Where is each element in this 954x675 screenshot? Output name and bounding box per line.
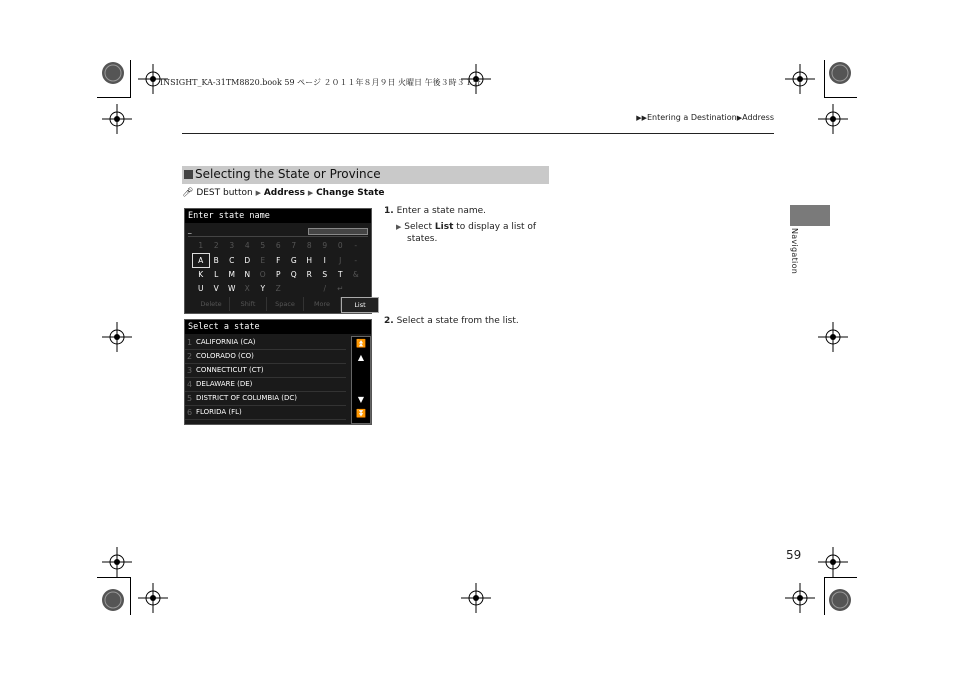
triangle-right-icon: ▶▶ bbox=[636, 114, 647, 122]
key-button[interactable]: C bbox=[229, 256, 235, 265]
key-button[interactable]: Q bbox=[290, 270, 297, 279]
list-item[interactable] bbox=[185, 406, 346, 420]
voice-icon: 🎤︎ bbox=[182, 188, 194, 198]
chapter-tab bbox=[790, 205, 830, 226]
key-button[interactable]: & bbox=[352, 270, 359, 279]
crosshair-icon bbox=[785, 583, 815, 613]
key-button[interactable] bbox=[302, 282, 318, 295]
page-up-icon[interactable]: ⏫ bbox=[356, 339, 366, 348]
step-1-sub bbox=[396, 222, 536, 232]
key-button[interactable]: K bbox=[198, 270, 204, 279]
list-item-number: 2 bbox=[187, 352, 193, 361]
square-bullet-icon bbox=[184, 170, 193, 179]
list-item-number: 5 bbox=[187, 394, 193, 403]
triangle-right-icon: ▶ bbox=[736, 114, 743, 122]
triangle-right-icon: ▶ bbox=[307, 189, 314, 197]
nav-step1: Address bbox=[263, 188, 305, 198]
crosshair-icon bbox=[818, 547, 848, 577]
list-item[interactable] bbox=[185, 336, 346, 350]
list-item-label: DISTRICT OF COLUMBIA (DC) bbox=[196, 394, 297, 402]
crosshair-icon bbox=[818, 322, 848, 352]
key-button[interactable]: S bbox=[322, 270, 328, 279]
screen-title: Enter state name bbox=[188, 211, 270, 221]
key-button[interactable]: G bbox=[290, 256, 297, 265]
step-sub-bold: List bbox=[434, 222, 454, 232]
nav-start: DEST button bbox=[196, 188, 253, 198]
key-button[interactable]: N bbox=[244, 270, 251, 279]
scroll-down-icon[interactable]: ▼ bbox=[357, 395, 365, 404]
screen-title: Select a state bbox=[188, 322, 260, 332]
key-button[interactable]: 9 bbox=[322, 241, 328, 250]
key-button[interactable]: 2 bbox=[213, 241, 219, 250]
key-button[interactable]: 7 bbox=[291, 241, 297, 250]
crosshair-icon bbox=[102, 104, 132, 134]
function-button-more[interactable]: More bbox=[304, 297, 341, 311]
step-1-sub-line2: states. bbox=[407, 234, 438, 244]
function-button-space[interactable]: Space bbox=[267, 297, 304, 311]
breadcrumb-part2: Address bbox=[742, 113, 774, 122]
registration-mark-icon bbox=[98, 58, 128, 88]
list-item-number: 1 bbox=[187, 338, 193, 347]
key-button[interactable]: 5 bbox=[260, 241, 266, 250]
step-text: Select a state from the list. bbox=[396, 316, 519, 326]
key-button[interactable]: P bbox=[275, 270, 281, 279]
nav-step2: Change State bbox=[316, 188, 385, 198]
step-number: 1. bbox=[384, 206, 394, 216]
key-button[interactable]: D bbox=[244, 256, 251, 265]
crosshair-icon bbox=[785, 64, 815, 94]
key-button[interactable]: Y bbox=[260, 284, 266, 293]
key-button[interactable]: H bbox=[306, 256, 313, 265]
section-heading bbox=[182, 166, 549, 184]
key-button[interactable]: 4 bbox=[244, 241, 250, 250]
nav-path bbox=[182, 188, 385, 198]
key-button[interactable] bbox=[286, 282, 302, 295]
registration-mark-icon bbox=[825, 585, 855, 615]
keyboard-row-1 bbox=[193, 254, 364, 267]
key-button[interactable]: U bbox=[198, 284, 204, 293]
registration-mark-icon bbox=[825, 58, 855, 88]
key-button[interactable]: / bbox=[323, 284, 327, 293]
crosshair-icon bbox=[102, 547, 132, 577]
key-button[interactable]: I bbox=[323, 256, 326, 265]
key-button[interactable]: 3 bbox=[229, 241, 235, 250]
scroll-up-icon[interactable]: ▲ bbox=[357, 353, 365, 362]
function-button-delete[interactable]: Delete bbox=[193, 297, 230, 311]
list-item-number: 6 bbox=[187, 408, 193, 417]
crosshair-icon bbox=[818, 104, 848, 134]
step-text: Enter a state name. bbox=[396, 206, 486, 216]
list-item[interactable] bbox=[185, 350, 346, 364]
key-button[interactable]: 0 bbox=[337, 241, 343, 250]
key-button[interactable]: B bbox=[213, 256, 219, 265]
breadcrumb bbox=[636, 113, 774, 122]
page-number: 59 bbox=[786, 548, 802, 562]
list-item-label: COLORADO (CO) bbox=[196, 352, 254, 360]
breadcrumb-part1: Entering a Destination bbox=[647, 113, 737, 122]
function-button-shift[interactable]: Shift bbox=[230, 297, 267, 311]
input-field[interactable] bbox=[188, 226, 368, 237]
list-item-label: DELAWARE (DE) bbox=[196, 380, 253, 388]
key-button[interactable]: T bbox=[337, 270, 343, 279]
key-button[interactable]: V bbox=[213, 284, 219, 293]
key-button[interactable]: ↵ bbox=[337, 284, 344, 293]
step-2 bbox=[384, 316, 519, 326]
crosshair-icon bbox=[138, 583, 168, 613]
key-button[interactable]: X bbox=[244, 284, 250, 293]
key-button[interactable]: F bbox=[276, 256, 281, 265]
scrollbar[interactable] bbox=[351, 336, 371, 424]
registration-mark-icon bbox=[98, 585, 128, 615]
triangle-right-icon: ▶ bbox=[396, 223, 402, 231]
header-rule bbox=[182, 133, 774, 134]
list-item-label: CALIFORNIA (CA) bbox=[196, 338, 256, 346]
step-number: 2. bbox=[384, 316, 394, 326]
function-button-list[interactable]: List bbox=[341, 297, 379, 313]
key-button[interactable]: J bbox=[339, 256, 342, 265]
list-item-number: 3 bbox=[187, 366, 193, 375]
list-item-label: FLORIDA (FL) bbox=[196, 408, 242, 416]
keyboard-row-3 bbox=[193, 282, 348, 295]
side-label: Navigation bbox=[790, 228, 799, 275]
file-info: INSIGHT_KA-31TM8820.book 59 ページ ２０１１年８月９日 火曜日 午後３時３１分 bbox=[160, 78, 481, 87]
key-button[interactable]: 1 bbox=[198, 241, 204, 250]
page-down-icon[interactable]: ⏬ bbox=[356, 409, 366, 418]
key-button[interactable]: - bbox=[354, 256, 358, 265]
list-item-label: CONNECTICUT (CT) bbox=[196, 366, 264, 374]
list-item-number: 4 bbox=[187, 380, 193, 389]
triangle-right-icon: ▶ bbox=[255, 189, 261, 197]
crosshair-icon bbox=[461, 583, 491, 613]
keyboard-row-numbers bbox=[193, 239, 364, 252]
key-button[interactable]: W bbox=[228, 284, 236, 293]
step-1 bbox=[384, 206, 486, 216]
section-title: Selecting the State or Province bbox=[195, 167, 381, 181]
key-button[interactable]: L bbox=[214, 270, 219, 279]
key-button[interactable]: E bbox=[260, 256, 266, 265]
keyboard-screen bbox=[184, 208, 372, 314]
key-button[interactable]: Z bbox=[275, 284, 281, 293]
step-sub-text: to display a list of bbox=[453, 222, 537, 232]
key-button[interactable]: O bbox=[259, 270, 266, 279]
key-button[interactable]: R bbox=[306, 270, 312, 279]
list-item[interactable] bbox=[185, 364, 346, 378]
key-button[interactable]: - bbox=[354, 241, 358, 250]
key-button[interactable]: M bbox=[228, 270, 235, 279]
key-button[interactable]: 8 bbox=[306, 241, 312, 250]
key-button[interactable]: A bbox=[193, 254, 209, 267]
keyboard-row-2 bbox=[193, 268, 364, 281]
crosshair-icon bbox=[102, 322, 132, 352]
function-row bbox=[193, 297, 379, 313]
cursor-icon: _ bbox=[188, 226, 192, 234]
key-button[interactable]: 6 bbox=[275, 241, 281, 250]
state-list-screen bbox=[184, 319, 372, 425]
list-item[interactable] bbox=[185, 392, 346, 406]
step-sub-text: Select bbox=[404, 222, 435, 232]
list-item[interactable] bbox=[185, 378, 346, 392]
progress-bar bbox=[308, 228, 368, 235]
